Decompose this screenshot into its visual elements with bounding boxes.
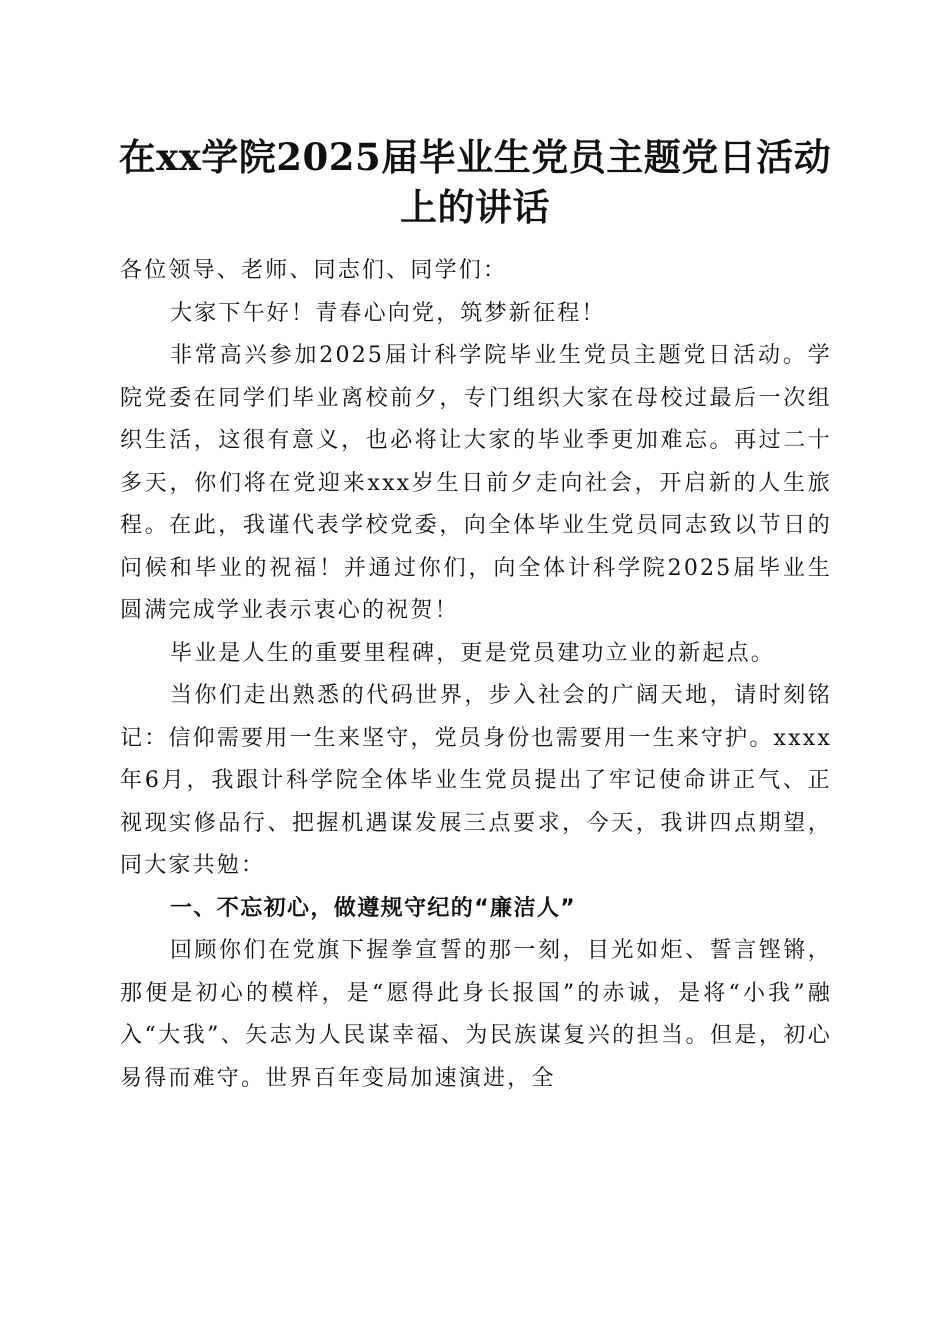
salutation: 各位领导、老师、同志们、同学们： [120, 258, 508, 283]
paragraph-greeting: 大家下午好！青春心向党，筑梦新征程！ [170, 300, 606, 326]
paragraph-opening: 非常高兴参加2025届计科学院毕业生党员主题党日活动。学院党委在同学们毕业离校前夕，专门组织大家在母校过最后一次组织生活，这很有意义，也必将让大家的毕业季更加难忘。再过二十多天，你们将在党迎来xxx岁生日前夕走向社会，开启新的人生旅程。在此，我谨代表学校党委，向全体毕业生党员同志致以节日的问候和毕业的祝福！并通过你们，向全体计科学院2025届毕业生圆满完成学业表示衷心的祝贺！ [120, 343, 832, 623]
section-paragraph: 回顾你们在党旗下握拳宣誓的那一刻，目光如炬、誓言铿锵，那便是初心的模样，是“愿得此身长报国”的赤诚，是将“小我”融入“大我”、矢志为人民谋幸福、为民族谋复兴的担当。但是，初心易得而难守。世界百年变局加速演进，全 [120, 938, 832, 1091]
section-heading: 一、不忘初心，做遵规守纪的“廉洁人” [170, 895, 577, 921]
document-body [120, 250, 832, 1100]
paragraph-expectations: 当你们走出熟悉的代码世界，步入社会的广阔天地，请时刻铭记：信仰需要用一生来坚守，党员身份也需要用一生来守护。xxxx年6月，我跟计科学院全体毕业生党员提出了牢记使命讲正气、正视现实修品行、把握机遇谋发展三点要求，今天，我讲四点期望，同大家共勉： [120, 683, 832, 878]
paragraph-milestone: 毕业是人生的重要里程碑，更是党员建功立业的新起点。 [170, 640, 776, 666]
document-title: 在xx学院2025届毕业生党员主题党日活动上的讲话 [118, 135, 832, 229]
